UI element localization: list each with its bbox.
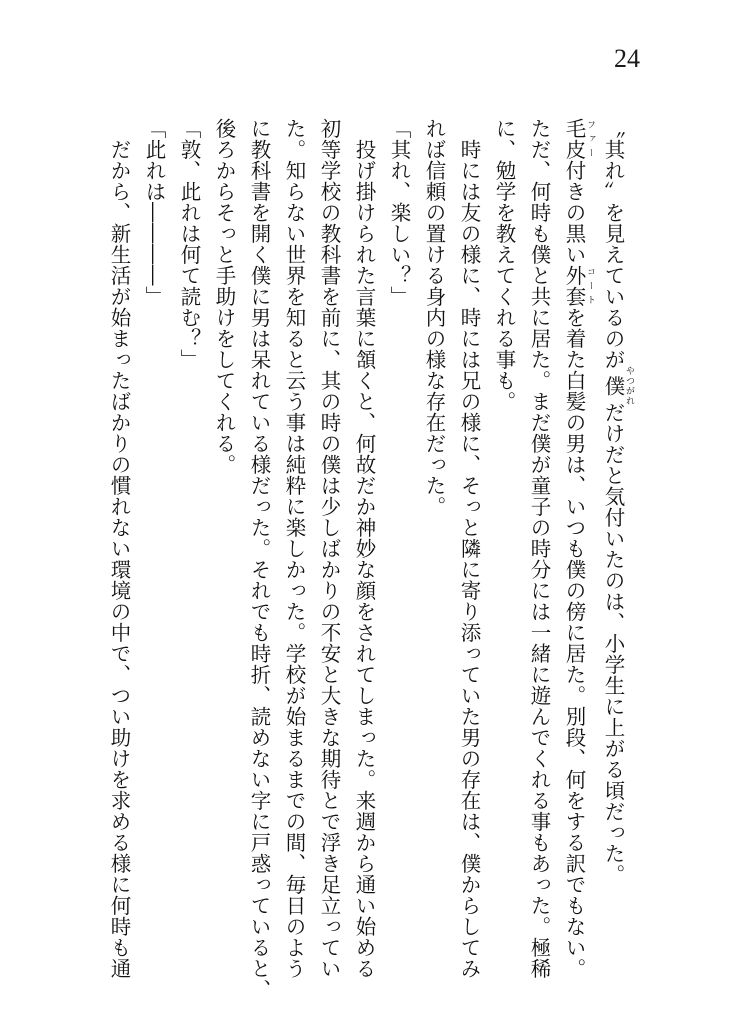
text-segment: を着た白髪の男は、いつも僕の傍に居た。別段、何をする訳でもない。 bbox=[562, 307, 586, 979]
ruby-reading: ファー bbox=[585, 118, 595, 160]
ruby-base: 毛皮 bbox=[562, 118, 586, 160]
text-segment: 時には友の様に、時には兄の様に、そっと隣に寄り添っていた男の存在は、僕からしてみ bbox=[457, 118, 481, 979]
ruby-reading: コート bbox=[585, 265, 595, 307]
text-segment: に、勉学を教えてくれる事も。 bbox=[492, 118, 516, 412]
text-line bbox=[206, 118, 241, 968]
text-line bbox=[276, 118, 311, 979]
text-segment: 初等学校の教科書を前に、其の時の僕は少しばかりの不安と大きな期待とで浮き足立ってい bbox=[317, 118, 341, 979]
text-segment: た。知らない世界を知ると云う事は純粋に楽しかった。学校が始まるまでの間、毎日のよう bbox=[282, 118, 306, 979]
text-line bbox=[381, 118, 416, 968]
page-number: 24 bbox=[614, 44, 640, 73]
text-segment: だから、新生活が始まったばかりの慣れない環境の中で、つい助けを求める様に何時も通 bbox=[107, 118, 131, 979]
text-segment: 「此れは――――」 bbox=[142, 118, 166, 307]
text-line bbox=[346, 118, 381, 979]
ruby-base: 外套 bbox=[562, 265, 586, 307]
ruby-word bbox=[601, 366, 634, 406]
ruby-word bbox=[562, 118, 595, 160]
text-segment: 投げ掛けられた言葉に頷くと、何故だか神妙な顔をされてしまった。来週から通い始める bbox=[352, 118, 376, 979]
text-line bbox=[451, 118, 486, 979]
text-segment: だけだと気付いたのは、小学生に上がる頃だった。 bbox=[601, 402, 625, 885]
ruby-word bbox=[562, 265, 595, 307]
text-segment: 「其れ、楽しい？」 bbox=[387, 118, 411, 307]
text-segment: ただ、何時も僕と共に居た。まだ僕が童子の時分には一緒に遊んでくれる事もあった。極稀 bbox=[527, 118, 551, 979]
text-line bbox=[595, 118, 634, 968]
text-segment: 付きの黒い bbox=[562, 160, 586, 265]
text-line bbox=[416, 118, 451, 968]
ruby-reading: やつがれ bbox=[624, 366, 634, 406]
text-line bbox=[486, 118, 521, 968]
text-line bbox=[171, 118, 206, 968]
vertical-text-body bbox=[101, 118, 634, 1000]
ruby-base: 僕 bbox=[601, 366, 625, 406]
text-line bbox=[101, 118, 136, 979]
text-segment: 〝其れ〟を見えているのが bbox=[601, 118, 625, 370]
text-line bbox=[136, 118, 171, 968]
text-line bbox=[556, 118, 595, 979]
text-line bbox=[311, 118, 346, 979]
text-line bbox=[521, 118, 556, 979]
text-segment: れば信頼の置ける身内の様な存在だった。 bbox=[422, 118, 446, 517]
text-segment: 後ろからそっと手助けをしてくれる。 bbox=[212, 118, 236, 475]
text-line bbox=[241, 118, 276, 1000]
text-segment: に教科書を開く僕に男は呆れている様だった。それでも時折、読めない字に戸惑っていると、 bbox=[247, 118, 271, 1000]
text-segment: 「敦、此れは何て読む？」 bbox=[177, 118, 201, 370]
